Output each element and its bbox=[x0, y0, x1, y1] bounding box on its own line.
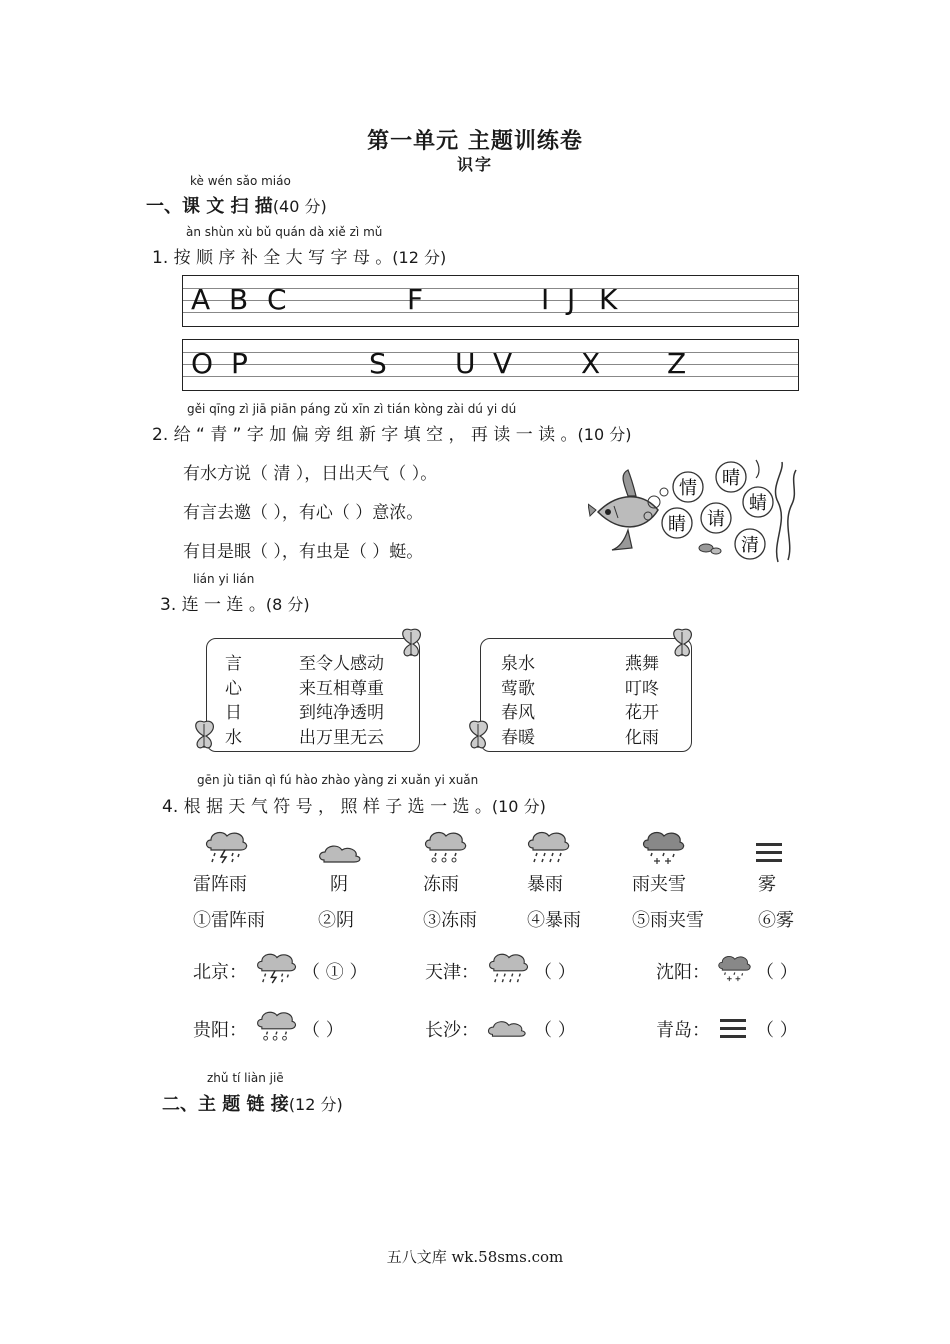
weather-label-3: 冻雨 bbox=[423, 874, 459, 895]
bubble-char-2: 晴 bbox=[722, 468, 740, 489]
section1-heading bbox=[146, 192, 327, 218]
page-subtitle: 识字 bbox=[456, 155, 493, 174]
bubble-char-6: 清 bbox=[741, 535, 759, 556]
letter-v: V bbox=[493, 347, 513, 380]
q2-line-2: 有言去邀（ ），有心（ ）意浓。 bbox=[183, 503, 424, 523]
q2-pinyin: gěi qīng zì jiā piān páng zǔ xīn zì tián kòng zài dú yi dú bbox=[187, 402, 517, 416]
q4-score: (10 分) bbox=[491, 797, 546, 816]
heavy-rain-icon bbox=[486, 950, 530, 984]
letter-a: A bbox=[191, 283, 211, 316]
fog-icon bbox=[756, 842, 782, 864]
bubble-char-4: 睛 bbox=[668, 514, 686, 535]
section1-score: (40 分) bbox=[272, 197, 327, 216]
option-2: ②阴 bbox=[318, 910, 354, 931]
letter-f: F bbox=[407, 283, 424, 316]
city-shenyang: 沈阳： bbox=[656, 962, 710, 983]
q3-heading bbox=[160, 590, 310, 615]
answer-guiyang[interactable]: （ ） bbox=[302, 1020, 344, 1041]
answer-beijing[interactable]: （ ① ） bbox=[302, 962, 368, 983]
match2-right-3: 花开 bbox=[625, 703, 659, 723]
butterfly-icon bbox=[666, 624, 700, 662]
match2-left-1: 泉水 bbox=[501, 654, 535, 674]
letter-s: S bbox=[369, 347, 387, 380]
letter-p: P bbox=[231, 347, 248, 380]
match-box-1 bbox=[206, 638, 420, 752]
match2-left-3: 春风 bbox=[501, 703, 535, 723]
weather-label-2: 阴 bbox=[330, 874, 348, 895]
match-box-2 bbox=[480, 638, 692, 752]
q1-heading bbox=[152, 243, 446, 268]
letter-u: U bbox=[455, 347, 476, 380]
city-beijing: 北京： bbox=[193, 962, 247, 983]
bubble-char-3: 蜻 bbox=[749, 493, 767, 514]
cloudy-icon bbox=[318, 842, 362, 864]
q2-line-1: 有水方说（ 清 ），日出天气（ ）。 bbox=[183, 464, 438, 484]
letter-i: I bbox=[541, 283, 550, 316]
option-6: ⑥雾 bbox=[758, 910, 794, 931]
freezing-rain-icon bbox=[254, 1008, 298, 1042]
match1-left-4: 水 bbox=[225, 728, 242, 748]
page-title: 第一单元 主题训练卷 bbox=[367, 129, 583, 154]
match1-left-1: 言 bbox=[225, 654, 242, 674]
answer-qingdao[interactable]: （ ） bbox=[756, 1020, 798, 1041]
thunderstorm-icon bbox=[203, 828, 249, 864]
alphabet-row-2 bbox=[182, 339, 799, 391]
q1-label: 1. 按 顺 序 补 全 大 写 字 母 。 bbox=[152, 248, 393, 268]
letter-k: K bbox=[599, 283, 618, 316]
option-1: ①雷阵雨 bbox=[193, 910, 265, 931]
heavy-rain-icon bbox=[525, 828, 571, 864]
section2-score: (12 分) bbox=[288, 1095, 343, 1114]
alphabet-row-1 bbox=[182, 275, 799, 327]
fish-icon bbox=[588, 470, 658, 550]
weather-label-6: 雾 bbox=[758, 874, 776, 895]
weather-label-5: 雨夹雪 bbox=[632, 874, 686, 895]
match1-right-1: 至令人感动 bbox=[299, 654, 384, 674]
cloudy-icon bbox=[486, 1018, 528, 1038]
q1-score: (12 分) bbox=[392, 248, 447, 267]
weather-label-1: 雷阵雨 bbox=[193, 874, 247, 895]
match1-left-3: 日 bbox=[225, 703, 242, 723]
bubble-char-5: 请 bbox=[707, 509, 725, 530]
weather-label-4: 暴雨 bbox=[527, 874, 563, 895]
section1-pinyin: kè wén sǎo miáo bbox=[190, 174, 291, 188]
letter-z: Z bbox=[667, 347, 687, 380]
freezing-rain-icon bbox=[422, 828, 468, 864]
q4-label: 4. 根 据 天 气 符 号 ， 照 样 子 选 一 选 。 bbox=[162, 797, 492, 817]
option-3: ③冻雨 bbox=[423, 910, 477, 931]
butterfly-icon bbox=[462, 716, 496, 754]
city-guiyang: 贵阳： bbox=[193, 1020, 247, 1041]
section1-label: 一、课 文 扫 描 bbox=[146, 196, 273, 217]
match1-right-4: 出万里无云 bbox=[299, 728, 384, 748]
letter-o: O bbox=[191, 347, 214, 380]
answer-changsha[interactable]: （ ） bbox=[534, 1020, 576, 1041]
butterfly-icon bbox=[188, 716, 222, 754]
option-5: ⑤雨夹雪 bbox=[632, 910, 704, 931]
seaweed-icon bbox=[776, 462, 783, 562]
letter-x: X bbox=[581, 347, 601, 380]
letter-c: C bbox=[267, 283, 287, 316]
q1-pinyin: àn shùn xù bǔ quán dà xiě zì mǔ bbox=[186, 225, 383, 239]
section2-label: 二、主 题 链 接 bbox=[162, 1094, 289, 1115]
city-qingdao: 青岛： bbox=[656, 1020, 710, 1041]
sleet-icon bbox=[716, 952, 752, 982]
q4-pinyin: gēn jù tiān qì fú hào zhào yàng zi xuǎn yi xuǎn bbox=[197, 773, 479, 787]
match1-right-2: 来互相尊重 bbox=[299, 679, 384, 699]
match2-right-4: 化雨 bbox=[625, 728, 659, 748]
city-tianjin: 天津： bbox=[425, 962, 479, 983]
option-4: ④暴雨 bbox=[527, 910, 581, 931]
footer-watermark: 五八文库 wk.58sms.com bbox=[386, 1248, 564, 1266]
q3-label: 3. 连 一 连 。 bbox=[160, 595, 266, 615]
match1-left-2: 心 bbox=[225, 679, 242, 699]
match1-right-3: 到纯净透明 bbox=[299, 703, 384, 723]
city-changsha: 长沙： bbox=[425, 1020, 479, 1041]
q2-heading bbox=[152, 420, 631, 445]
q2-score: (10 分) bbox=[577, 425, 632, 444]
butterfly-icon bbox=[395, 624, 429, 662]
answer-shenyang[interactable]: （ ） bbox=[756, 962, 798, 983]
match2-right-2: 叮咚 bbox=[625, 679, 659, 699]
answer-tianjin[interactable]: （ ） bbox=[534, 962, 576, 983]
letter-j: J bbox=[567, 283, 576, 316]
match2-right-1: 燕舞 bbox=[625, 654, 659, 674]
q2-label: 2. 给 “ 青 ” 字 加 偏 旁 组 新 字 填 空 ， 再 读 一 读 。 bbox=[152, 425, 578, 445]
fish-bubbles-illustration bbox=[588, 452, 803, 570]
sleet-icon bbox=[640, 828, 686, 864]
thunderstorm-icon bbox=[254, 950, 298, 984]
q2-line-3: 有目是眼（ ），有虫是（ ）蜓。 bbox=[183, 542, 424, 562]
bubble-char-1: 情 bbox=[679, 478, 697, 499]
fog-icon bbox=[720, 1018, 746, 1040]
q3-score: (8 分) bbox=[265, 595, 310, 614]
q3-pinyin: lián yi lián bbox=[193, 572, 255, 586]
section2-pinyin: zhǔ tí liàn jiē bbox=[207, 1071, 284, 1085]
q4-heading bbox=[162, 792, 546, 817]
letter-b: B bbox=[229, 283, 249, 316]
section2-heading bbox=[162, 1090, 343, 1116]
match2-left-2: 莺歌 bbox=[501, 679, 535, 699]
match2-left-4: 春暖 bbox=[501, 728, 535, 748]
